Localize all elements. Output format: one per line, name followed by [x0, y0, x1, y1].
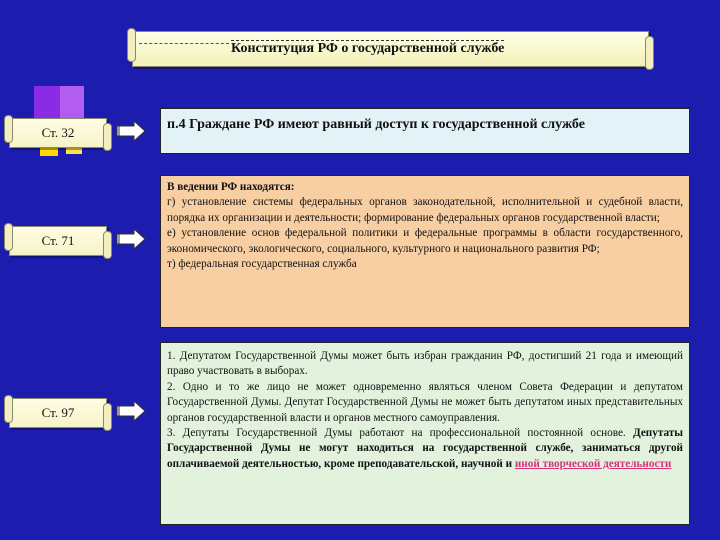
article-32-box [160, 108, 690, 154]
arrow-right-icon [116, 120, 146, 142]
article-97-p3-plain: 3. Депутаты Государственной Думы работают на профессиональной постоянной основе. [167, 427, 633, 440]
article-label-text: Ст. 71 [41, 233, 75, 248]
article-label-text: Ст. 97 [41, 405, 75, 420]
article-97-box [160, 342, 690, 525]
arrow-right-icon [116, 228, 146, 250]
dashed-line [139, 43, 229, 44]
article-71-item-g: г) установление системы федеральных органов законодательной, исполнительной и судебной власти, порядка их организации и деятельности; формирование федеральных органов государственной власти; [167, 196, 683, 224]
page-title: Конституция РФ о государственной службе [231, 41, 505, 56]
article-71-heading: В ведении РФ находятся: [167, 181, 295, 193]
article-97-p3-bold: Депутаты Государственной Думы не могут находиться на государственной службе, заниматься другой оплачиваемой деятельностью, кроме преподавательской, научной и [167, 427, 683, 470]
article-97-paragraph-1: 1. Депутатом Государственной Думы может быть избран гражданин РФ, достигший 21 года и имеющий право участвовать в выборах. [167, 350, 683, 378]
article-97-paragraph-3 [167, 426, 683, 472]
article-71-box [160, 175, 690, 328]
creative-activity-link[interactable]: иной творческой деятельности [514, 457, 672, 470]
article-32-text: п.4 Граждане РФ имеют равный доступ к государственной службе [167, 117, 585, 132]
article-label-97 [9, 398, 107, 428]
title-scroll [132, 31, 649, 67]
article-71-item-e: е) установление основ федеральной политики и федеральные программы в области государственного, экономического, экологического, социального, культурного и национального развития РФ; [167, 227, 683, 255]
article-71-item-t: т) федеральная государственная служба [167, 258, 357, 271]
article-97-paragraph-2: 2. Одно и то же лицо не может одновременно являться членом Совета Федерации и депутатом Государственной Думы. Депутат Государственной Думы не может быть депутатом иных представительных органов государственной власти и органов местного самоуправления. [167, 380, 683, 424]
article-label-71 [9, 226, 107, 256]
article-label-32 [9, 118, 107, 148]
arrow-right-icon [116, 400, 146, 422]
article-label-text: Ст. 32 [41, 125, 75, 140]
